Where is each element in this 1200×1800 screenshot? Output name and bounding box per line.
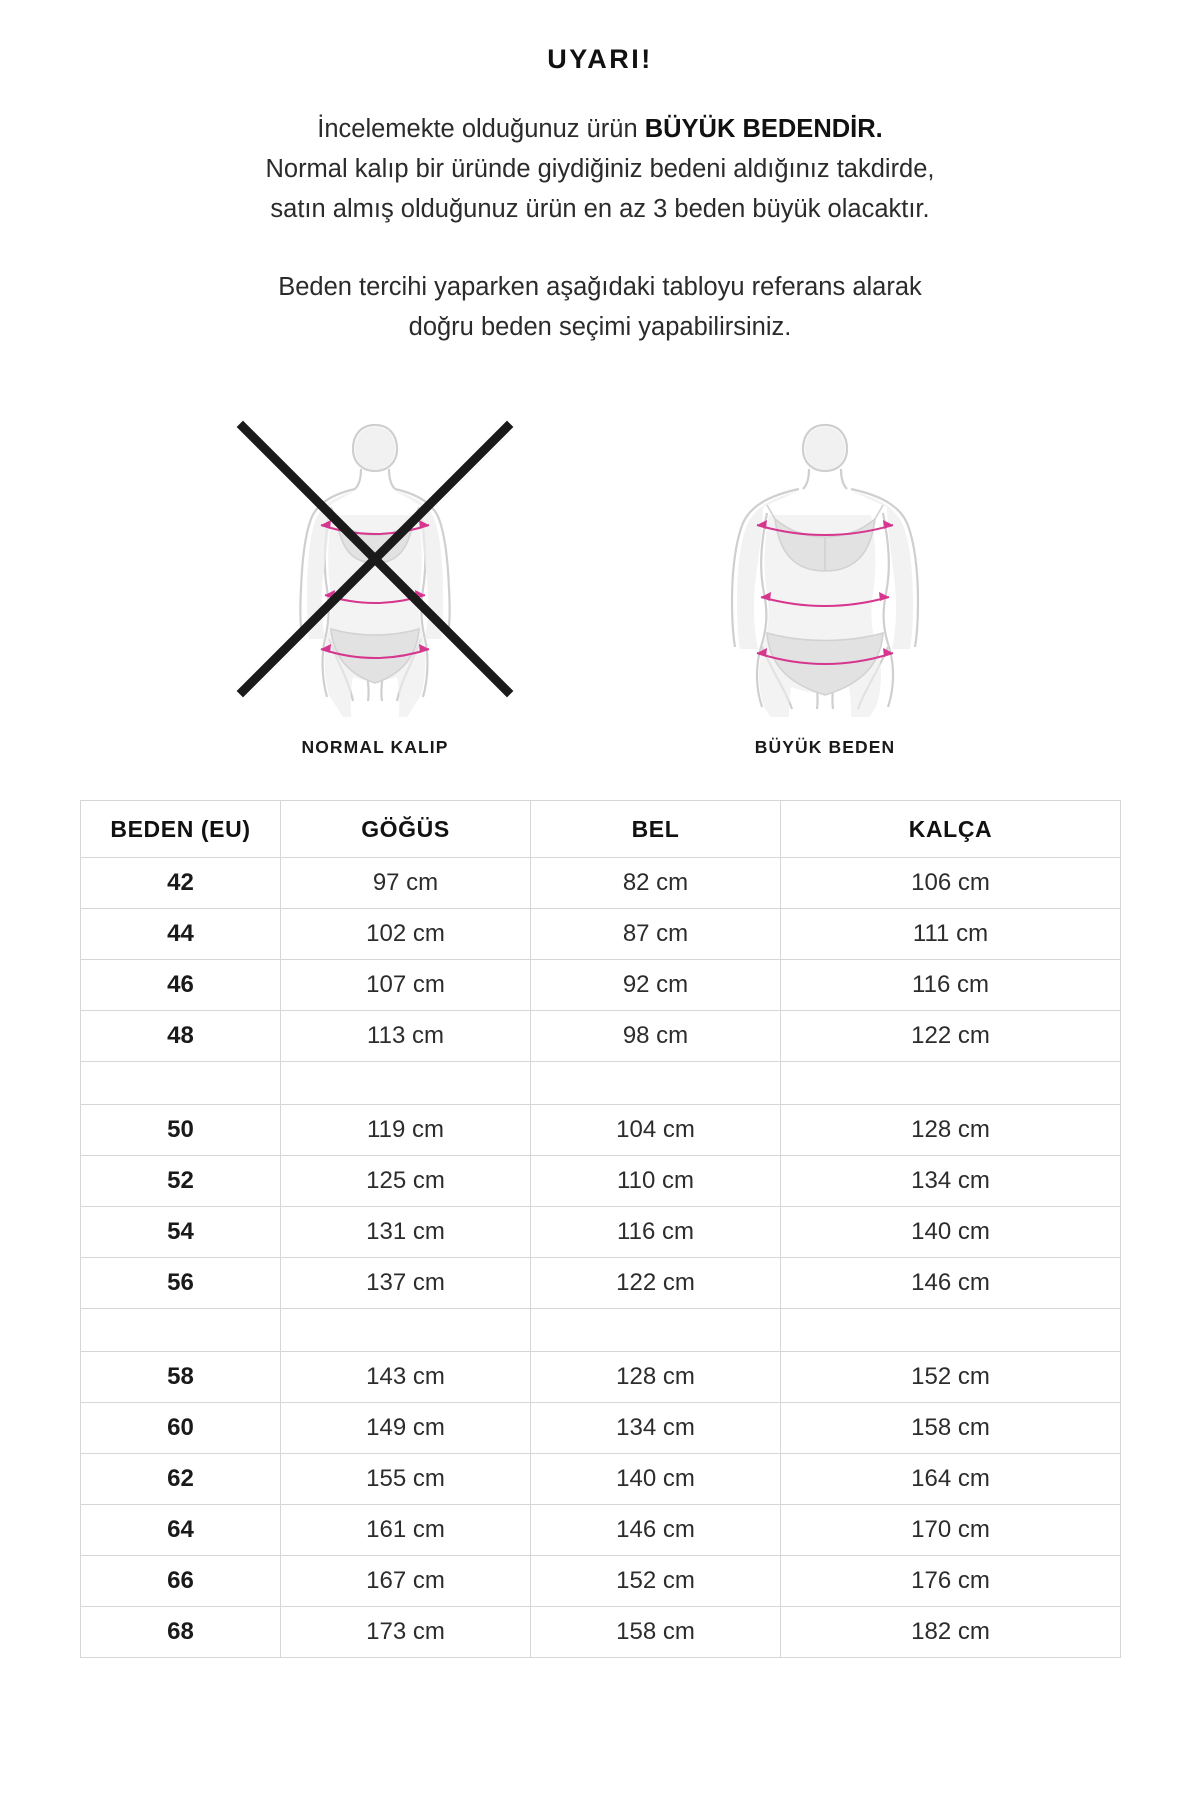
cell-waist: 98 cm	[531, 1011, 781, 1062]
cell-size: 68	[81, 1607, 281, 1658]
table-header-beden: BEDEN (EU)	[81, 801, 281, 858]
size-chart-table	[80, 800, 1121, 1658]
table-row	[81, 858, 1121, 909]
female-body-normal-icon	[225, 417, 525, 717]
cell-hip: 170 cm	[781, 1505, 1121, 1556]
cell-hip: 146 cm	[781, 1258, 1121, 1309]
cell-size: 44	[81, 909, 281, 960]
table-row	[81, 1352, 1121, 1403]
spacer-cell	[531, 1062, 781, 1105]
figure-row	[80, 417, 1120, 758]
cell-hip: 116 cm	[781, 960, 1121, 1011]
figure-normal	[225, 417, 525, 758]
cell-bust: 167 cm	[281, 1556, 531, 1607]
cell-waist: 140 cm	[531, 1454, 781, 1505]
table-header-kalca: KALÇA	[781, 801, 1121, 858]
cell-bust: 97 cm	[281, 858, 531, 909]
intro-text	[80, 109, 1120, 347]
cell-size: 64	[81, 1505, 281, 1556]
table-header-bel: BEL	[531, 801, 781, 858]
table-row	[81, 1403, 1121, 1454]
page-title: UYARI!	[547, 44, 653, 74]
cell-size: 60	[81, 1403, 281, 1454]
cell-waist: 128 cm	[531, 1352, 781, 1403]
cell-hip: 106 cm	[781, 858, 1121, 909]
cell-waist: 158 cm	[531, 1607, 781, 1658]
table-row	[81, 1556, 1121, 1607]
cell-size: 66	[81, 1556, 281, 1607]
cell-waist: 104 cm	[531, 1105, 781, 1156]
spacer-cell	[531, 1309, 781, 1352]
figure-plus	[675, 417, 975, 758]
intro-line-4: Beden tercihi yaparken aşağıdaki tabloyu referans alarak	[278, 273, 922, 301]
cell-size: 42	[81, 858, 281, 909]
spacer-cell	[281, 1062, 531, 1105]
cell-bust: 131 cm	[281, 1207, 531, 1258]
cell-waist: 110 cm	[531, 1156, 781, 1207]
cell-waist: 82 cm	[531, 858, 781, 909]
cell-bust: 143 cm	[281, 1352, 531, 1403]
intro-line-1-text: İncelemekte olduğunuz ürün	[317, 115, 645, 143]
cell-bust: 102 cm	[281, 909, 531, 960]
cell-size: 46	[81, 960, 281, 1011]
spacer-cell	[81, 1309, 281, 1352]
cell-hip: 152 cm	[781, 1352, 1121, 1403]
table-row	[81, 1607, 1121, 1658]
cell-bust: 125 cm	[281, 1156, 531, 1207]
cell-waist: 116 cm	[531, 1207, 781, 1258]
cell-hip: 158 cm	[781, 1403, 1121, 1454]
cell-hip: 176 cm	[781, 1556, 1121, 1607]
cell-size: 48	[81, 1011, 281, 1062]
spacer-cell	[781, 1309, 1121, 1352]
cell-bust: 107 cm	[281, 960, 531, 1011]
cell-bust: 113 cm	[281, 1011, 531, 1062]
cell-hip: 140 cm	[781, 1207, 1121, 1258]
spacer-cell	[81, 1062, 281, 1105]
cell-hip: 111 cm	[781, 909, 1121, 960]
intro-spacer	[80, 229, 1120, 267]
cell-size: 50	[81, 1105, 281, 1156]
cell-size: 54	[81, 1207, 281, 1258]
intro-line-5: doğru beden seçimi yapabilirsiniz.	[408, 313, 792, 341]
intro-line-1-emphasis: BÜYÜK BEDENDİR.	[644, 115, 883, 143]
intro-line-2: Normal kalıp bir üründe giydiğiniz bedeni aldığınız takdirde,	[265, 155, 935, 183]
intro-line-1	[80, 109, 1120, 149]
female-body-plus-icon	[675, 417, 975, 717]
table-row	[81, 1454, 1121, 1505]
cell-waist: 152 cm	[531, 1556, 781, 1607]
cell-size: 62	[81, 1454, 281, 1505]
cell-size: 56	[81, 1258, 281, 1309]
spacer-cell	[281, 1309, 531, 1352]
cell-hip: 122 cm	[781, 1011, 1121, 1062]
cell-waist: 146 cm	[531, 1505, 781, 1556]
size-guide-page	[80, 0, 1120, 1658]
cell-hip: 164 cm	[781, 1454, 1121, 1505]
cell-waist: 87 cm	[531, 909, 781, 960]
cell-hip: 182 cm	[781, 1607, 1121, 1658]
cell-bust: 137 cm	[281, 1258, 531, 1309]
spacer-cell	[781, 1062, 1121, 1105]
cell-bust: 161 cm	[281, 1505, 531, 1556]
cell-bust: 119 cm	[281, 1105, 531, 1156]
cell-waist: 92 cm	[531, 960, 781, 1011]
table-spacer-row	[81, 1062, 1121, 1105]
table-spacer-row	[81, 1309, 1121, 1352]
table-header-gogus: GÖĞÜS	[281, 801, 531, 858]
cell-bust: 155 cm	[281, 1454, 531, 1505]
table-row	[81, 1505, 1121, 1556]
cell-waist: 122 cm	[531, 1258, 781, 1309]
cell-bust: 149 cm	[281, 1403, 531, 1454]
table-row	[81, 960, 1121, 1011]
intro-line-3: satın almış olduğunuz ürün en az 3 beden büyük olacaktır.	[270, 195, 930, 223]
cell-hip: 134 cm	[781, 1156, 1121, 1207]
table-row	[81, 1207, 1121, 1258]
figure-plus-caption: BÜYÜK BEDEN	[754, 737, 896, 757]
table-row	[81, 1156, 1121, 1207]
table-row	[81, 1258, 1121, 1309]
cell-waist: 134 cm	[531, 1403, 781, 1454]
cell-hip: 128 cm	[781, 1105, 1121, 1156]
table-row	[81, 1011, 1121, 1062]
figure-normal-caption: NORMAL KALIP	[301, 737, 449, 757]
cell-bust: 173 cm	[281, 1607, 531, 1658]
table-row	[81, 1105, 1121, 1156]
table-header-row	[81, 801, 1121, 858]
cell-size: 52	[81, 1156, 281, 1207]
table-row	[81, 909, 1121, 960]
cell-size: 58	[81, 1352, 281, 1403]
